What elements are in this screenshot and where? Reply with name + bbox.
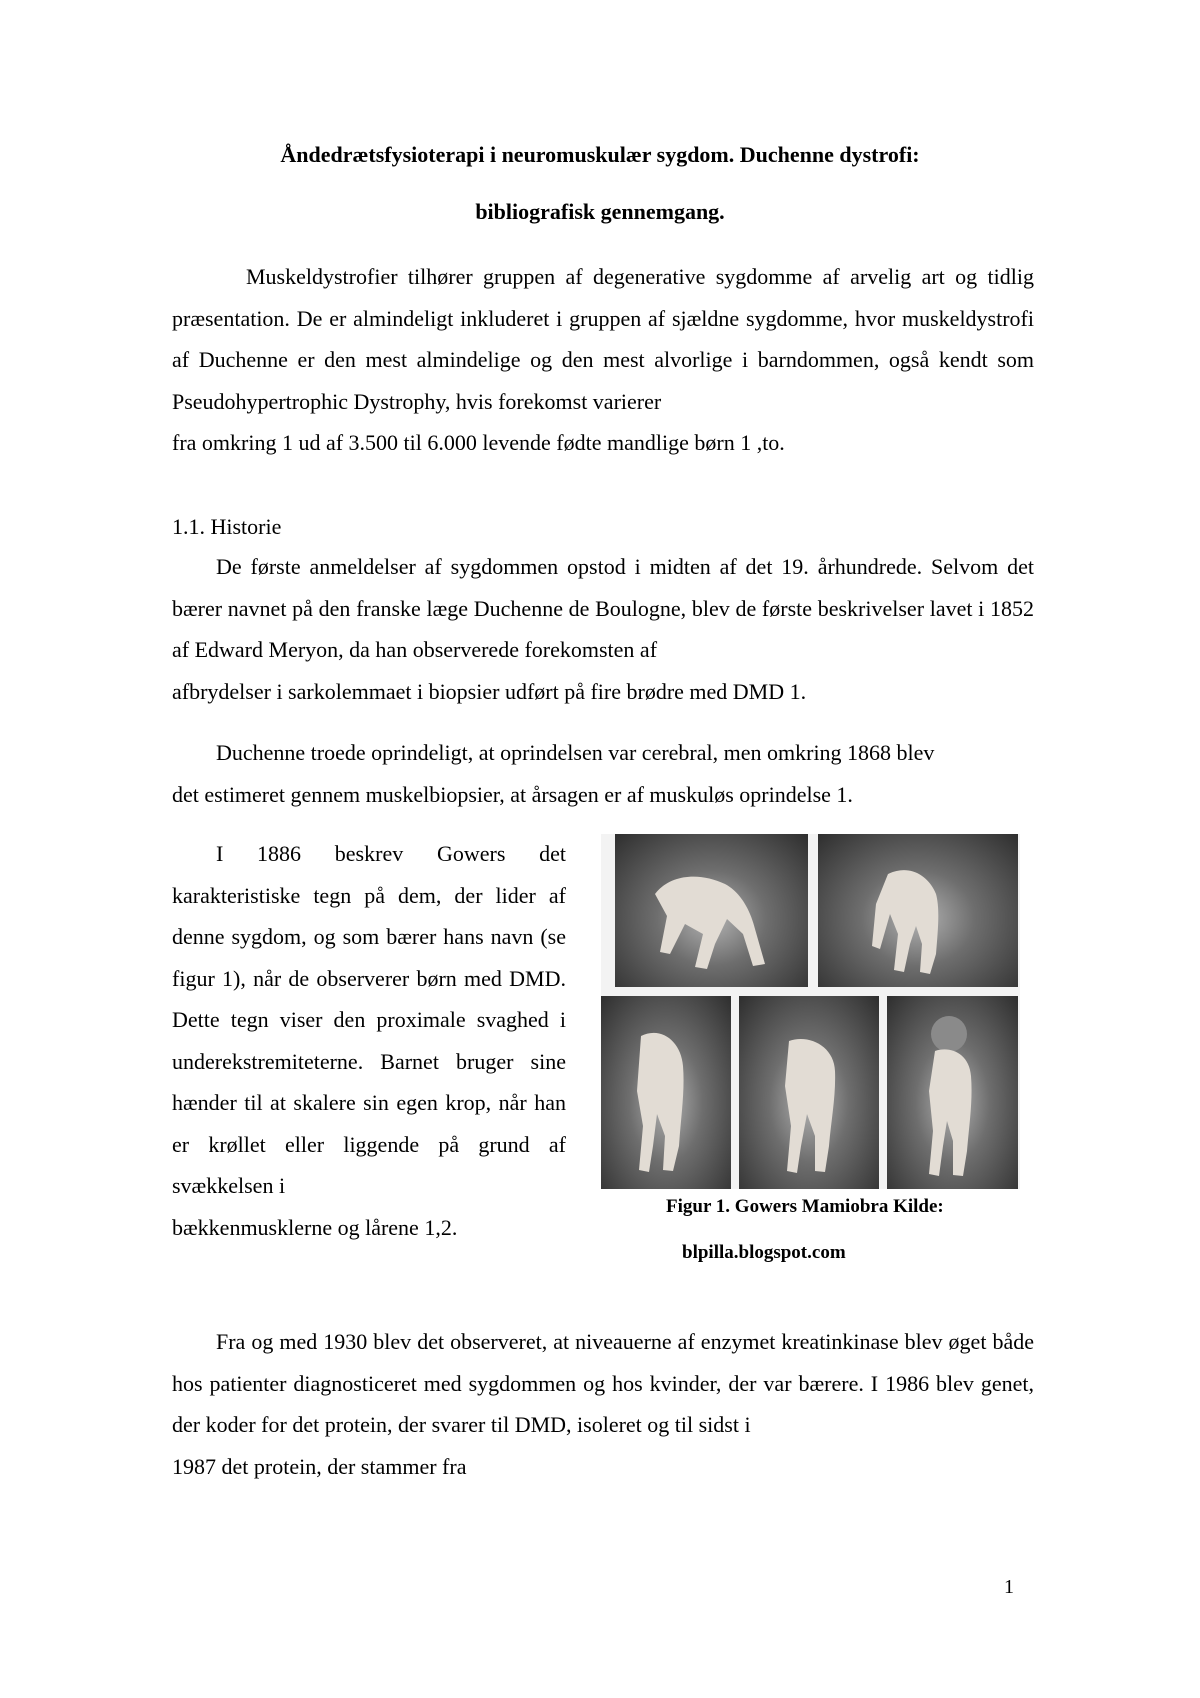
figure-photo-2 bbox=[818, 834, 1018, 987]
figure-photo-3 bbox=[601, 996, 731, 1189]
enzyme-paragraph-text: Fra og med 1930 blev det observeret, at niveauerne af enzymet kreatinkinase blev øget både hos patienter diagnosticeret med sygdommen og hos kvinder, der var bærere. I 1986 blev genet, der koder for det protein, der svarer til DMD, isoleret og til sidst i bbox=[172, 1329, 1034, 1437]
enzyme-paragraph-last-line: 1987 det protein, der stammer fra bbox=[172, 1453, 467, 1479]
page-number: 1 bbox=[1004, 1576, 1014, 1598]
gowers-paragraph bbox=[172, 833, 566, 1248]
duchenne-paragraph-text: Duchenne troede oprindeligt, at oprindelsen var cerebral, men omkring 1868 blev bbox=[216, 740, 935, 765]
gowers-maneuver-figure bbox=[601, 834, 1020, 1189]
document-title-line2: bibliografisk gennemgang. bbox=[475, 199, 725, 224]
history-paragraph-last-line: afbrydelser i sarkolemmaet i biopsier udført på fire brødre med DMD 1. bbox=[172, 678, 807, 704]
section-heading-historie: 1.1. Historie bbox=[172, 514, 282, 539]
document-title-line1: Åndedrætsfysioterapi i neuromuskulær sygdom. Duchenne dystrofi: bbox=[280, 142, 920, 167]
intro-paragraph-text: Muskeldystrofier tilhører gruppen af degenerative sygdomme af arvelig art og tidlig præsentation. De er almindeligt inkluderet i gruppen af sjældne sygdomme, hvor muskeldystrofi af Duchenne er den mest almindelige og den mest alvorlige i barndommen, også kendt som Pseudohypertrophic Dystrophy, hvis forekomst varierer bbox=[172, 264, 1034, 414]
figure-photo-1 bbox=[615, 834, 808, 987]
intro-paragraph bbox=[172, 256, 1034, 464]
history-paragraph bbox=[172, 546, 1034, 712]
figure-photo-4 bbox=[739, 996, 879, 1189]
figure-caption-line2: blpilla.blogspot.com bbox=[682, 1242, 846, 1263]
intro-paragraph-last-line: fra omkring 1 ud af 3.500 til 6.000 levende fødte mandlige børn 1 ,to. bbox=[172, 430, 785, 455]
gowers-paragraph-text: I 1886 beskrev Gowers det karakteristiske tegn på dem, der lider af denne sygdom, og som bærer hans navn (se figur 1), når de observerer børn med DMD. Dette tegn viser den proximale svaghed i underekstremiteterne. Barnet bruger sine hænder til at skalere sin egen krop, når han er krøllet eller liggende på grund af svækkelsen i bbox=[172, 841, 566, 1198]
duchenne-paragraph-last-line: det estimeret gennem muskelbiopsier, at årsagen er af muskuløs oprindelse 1. bbox=[172, 781, 853, 807]
gowers-paragraph-last-line: bækkenmusklerne og lårene 1,2. bbox=[172, 1214, 458, 1240]
duchenne-paragraph bbox=[172, 732, 1034, 815]
history-paragraph-text: De første anmeldelser af sygdommen opstod i midten af det 19. århundrede. Selvom det bærer navnet på den franske læge Duchenne de Boulogne, blev de første beskrivelser lavet i 1852 af Edward Meryon, da han observerede forekomsten af bbox=[172, 554, 1034, 662]
enzyme-paragraph bbox=[172, 1321, 1034, 1487]
figure-caption-line1: Figur 1. Gowers Mamiobra Kilde: bbox=[666, 1196, 944, 1217]
figure-photo-5 bbox=[887, 996, 1018, 1189]
